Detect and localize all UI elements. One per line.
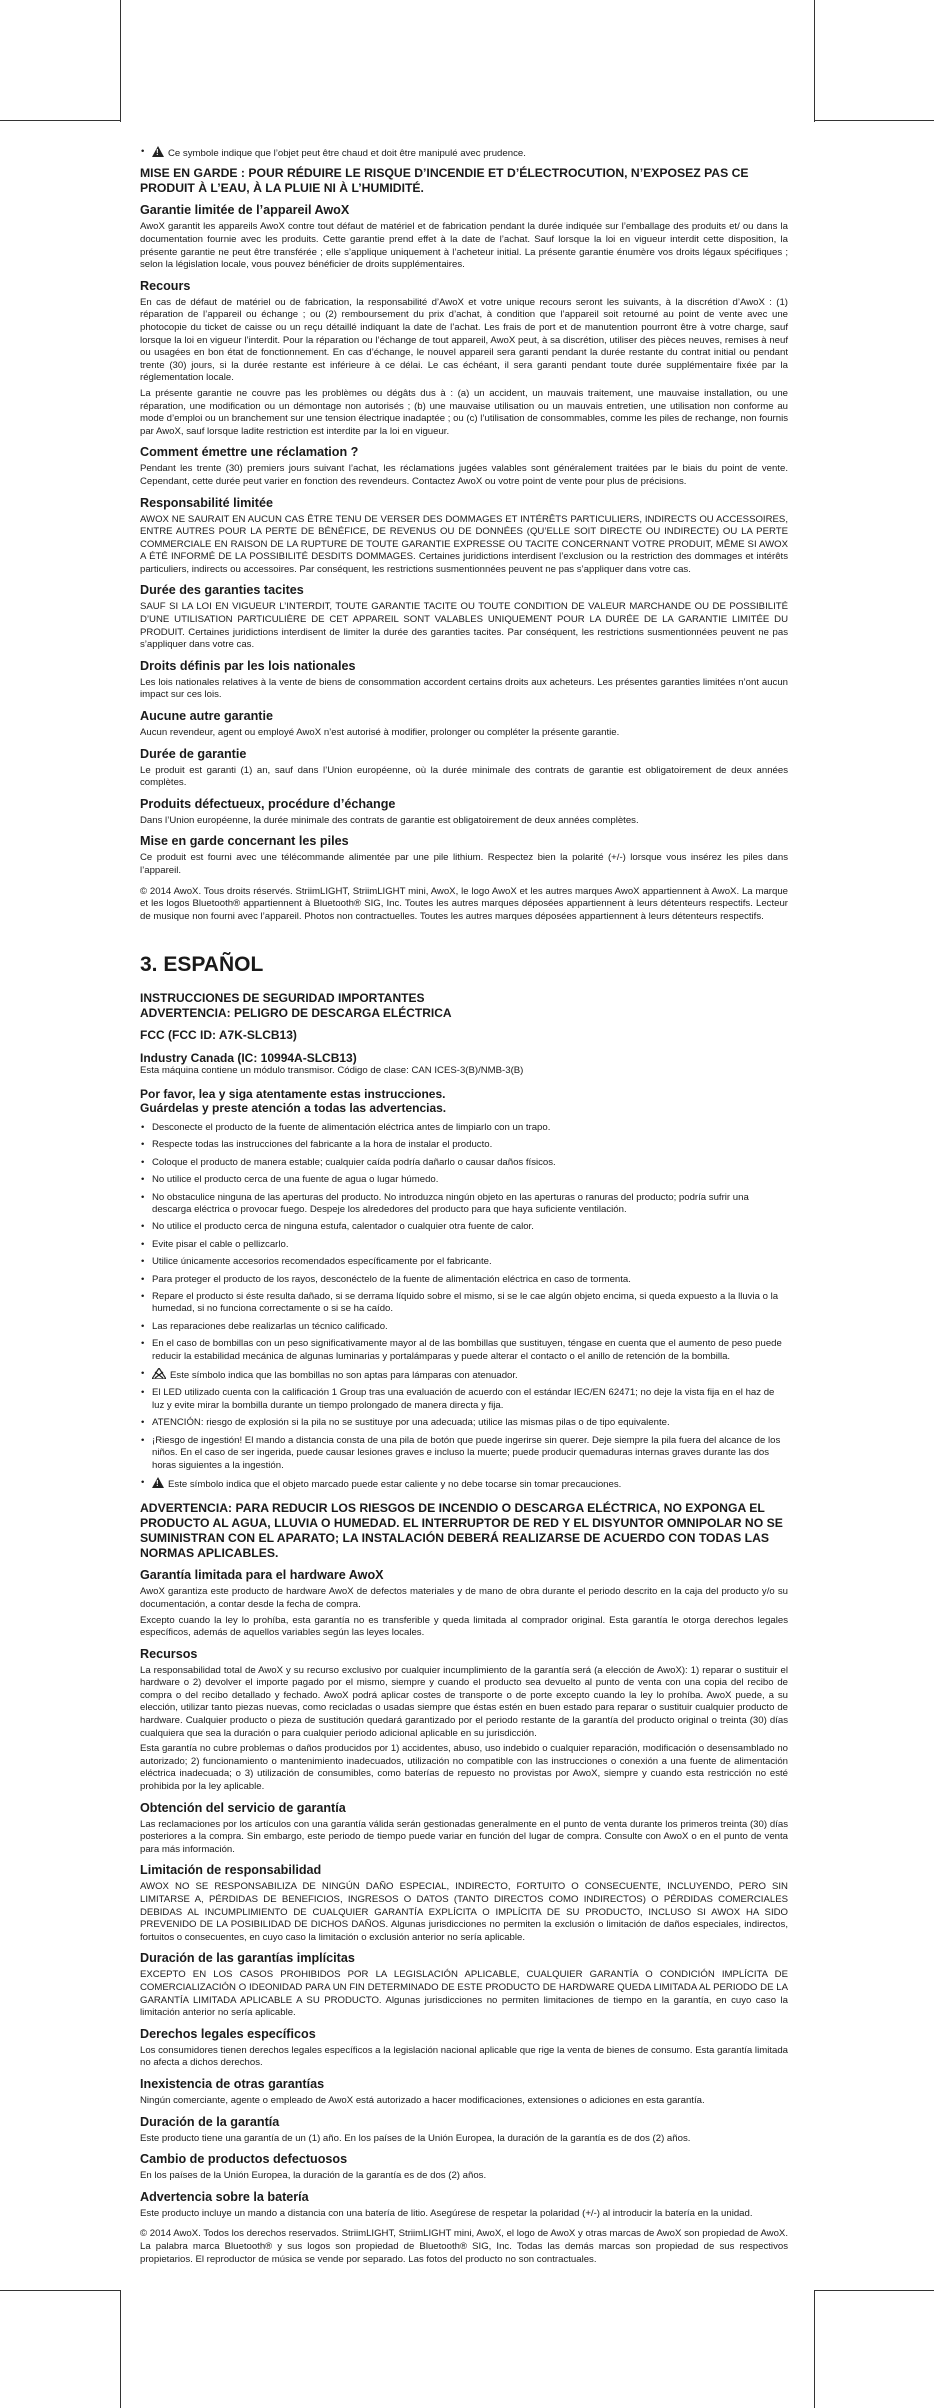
ic-title: Industry Canada (IC: 10994A-SLCB13) [140, 1050, 357, 1065]
crop-mark [814, 120, 934, 121]
es-sections [140, 1568, 788, 2220]
read-line-1: Por favor, lea y siga atentamente estas instrucciones. [140, 1086, 446, 1101]
section-heading: Droits définis par les lois nationales [140, 658, 356, 673]
section-heading: Comment émettre une réclamation ? [140, 445, 359, 460]
section-paragraph: Ce produit est fourni avec une télécommande alimentée par une pile lithium. Respectez bien la polarité (+/-) lorsque vous insérez les piles dans l’appareil. [140, 852, 788, 876]
ic-text: Esta máquina contiene un módulo transmisor. Código de clase: CAN ICES-3(B)/NMB-3(B) [140, 1065, 524, 1077]
list-item: • Desconecte el producto de la fuente de alimentación eléctrica antes de limpiarlo con un trapo. [140, 1122, 788, 1134]
section-paragraph: En los países de la Unión Europea, la duración de la garantía es de dos (2) años. [140, 2170, 487, 2182]
section-heading: Advertencia sobre la batería [140, 2189, 309, 2204]
fr-sections [140, 203, 788, 877]
section-paragraph: SAUF SI LA LOI EN VIGUEUR L’INTERDIT, TOUTE GARANTIE TACITE OU TOUTE CONDITION DE VALEUR MARCHANDE OU DE POSSIBILITÉ D’UNE UTILISATION PARTICULIÈRE DE CET APPAREIL SONT VALABLES UNIQUEMENT POUR LA DURÉE DE LA GARANTIE LIMITÉE DU PRODUIT. Certaines juridictions interdisent de limiter la durée des garanties tacites. Par conséquent, les restrictions susmentionnées peuvent ne pas s’appliquer dans votre cas. [140, 601, 788, 651]
section-paragraph: La présente garantie ne couvre pas les problèmes ou dégâts dus à : (a) un accident, un mauvais traitement, une mauvaise installation, ou une réparation, une modification ou un démontage non autorisés ; (b) une mauvaise utilisation ou un mauvais entretien, une utilisation non conforme au mode d’emploi ou un branchement sur une tension électrique inadaptée ; ou (c) l’utilisation de consommables, comme les piles de rechange, non fournis par AwoX, sauf lorsque ladite restriction est interdite par la loi en vigueur. [140, 387, 788, 437]
list-item [140, 1477, 788, 1491]
section-paragraph: En cas de défaut de matériel ou de fabrication, la responsabilité d’AwoX et votre unique recours seront les suivants, à la discrétion d’AwoX : (1) réparation de l’appareil ou échange ; ou (2) remboursement du prix d’achat, à condition que l’appareil soit retourné au point de vente avec une photocopie du ticket de caisse ou un reçu détaillé indiquant la date de l’achat. Les frais de port et de manutention pourront être à votre charge, sauf lorsque la loi en vigueur l’interdit. Pour la réparation ou l’échange de tout appareil, AwoX peut, à sa discrétion, utiliser des pièces neuves, remises à neuf ou usagées en bon état de fonctionnement. En cas d’échange, le nouvel appareil sera garanti pendant la durée restante du contrat initial ou pendant trente (30) jours, si la durée restante est inférieure à ce délai. Le cas échéant, il sera garanti pendant toute durée supplémentaire fixée par la réglementation locale. [140, 296, 788, 384]
list-item: • Coloque el producto de manera estable; cualquier caída podría dañarlo o causar daños físicos. [140, 1157, 788, 1169]
section-paragraph: La responsabilidad total de AwoX y su recurso exclusivo por cualquier incumplimiento de la garantía será (a elección de AwoX): 1) reparar o sustituir el hardware o 2) devolver el importe pagado por el mismo, siempre y cuando el producto sea devuelto al punto de venta con una copia del recibo de compra o del recibo detallado y fechado. AwoX podrá aplicar costes de transporte o de porte excepto cuando la ley lo prohíba. AwoX puede, a su elección, utilizar tanto piezas nuevas, como recicladas o usadas siempre que éstas estén en buen estado para reparar o sustituir cualquier producto de hardware. Cualquier producto o pieza de sustitución quedará garantizado por el periodo restante de la garantía del producto original o treinta (30) días cualquiera que sea la duración o para cualquier periodo adicional aplicable en su jurisdicción. [140, 1664, 788, 1739]
section-paragraph: Los consumidores tienen derechos legales específicos a la legislación nacional aplicable que rige la venta de bienes de consumo. Esta garantía limitada no afecta a dichos derechos. [140, 2044, 788, 2069]
section-heading: Duración de las garantías implícitas [140, 1951, 355, 1966]
section-heading: Cambio de productos defectuosos [140, 2152, 348, 2167]
crop-mark [814, 2290, 815, 2408]
warning-triangle-icon [152, 1477, 164, 1488]
section-paragraph: AwoX garantiza este producto de hardware AwoX de defectos materiales y de mano de obra durante el periodo descrito en la caja del producto y/o su documentación, a contar desde la fecha de compra. [140, 1586, 788, 1610]
list-item: • En el caso de bombillas con un peso significativamente mayor al de las bombillas que sustituyen, téngase en cuenta que el aumento de peso puede reducir la estabilidad mecánica de algunas luminarias y portalámparas y puede alterar el contacto o el anillo de retención de la bombilla. [140, 1338, 788, 1363]
list-item [140, 1368, 788, 1382]
section-paragraph: Este producto tiene una garantía de un (1) año. En los países de la Unión Europea, la duración de la garantía es de dos (2) años. [140, 2132, 691, 2144]
safety-line-2: ADVERTENCIA: PELIGRO DE DESCARGA ELÉCTRICA [140, 1005, 452, 1020]
section-paragraph: AwoX garantit les appareils AwoX contre tout défaut de matériel et de fabrication pendant la durée indiquée sur l’emballage des produits et/ ou dans la documentation fournie avec les produits. Cette garantie prend effet à la date de l’achat. Sauf lorsque la loi en vigueur interdit cette disposition, la présente garantie ne peut être transférée ; elle s’applique uniquement à l’acheteur initial. La présente garantie énumère vos droits légaux spécifiques ; selon la législation locale, vous pouvez bénéficier de droits supplémentaires. [140, 221, 788, 271]
section-heading: Duración de la garantía [140, 2114, 280, 2129]
section-paragraph: AWOX NE SAURAIT EN AUCUN CAS ÊTRE TENU DE VERSER DES DOMMAGES ET INTÉRÊTS PARTICULIERS, INDIRECTS OU ACCESSOIRES, ENTRE AUTRES POUR LA PERTE DE BÉNÉFICE, DE REVENUS OU DE DONNÉES (QU’ELLE SOIT DIRECTE OU INDIRECTE) OU LA PERTE COMMERCIALE EN RAISON DE LA RUPTURE DE TOUTE GARANTIE EXPRESSE OU TACITE CONCERNANT VOTRE PRODUIT, MÊME SI AWOX A ÉTÉ INFORMÉ DE LA POSSIBILITÉ DESDITS DOMMAGES. Certaines juridictions interdisent l’exclusion ou la restriction des dommages et intérêts particuliers, indirects ou accessoires. Par conséquent, les restrictions susmentionnées peuvent ne pas s’appliquer dans votre cas. [140, 513, 788, 575]
crop-mark [120, 2290, 121, 2408]
section-paragraph: Ningún comerciante, agente o empleado de AwoX está autorizado a hacer modificaciones, extensiones o adiciones en esta garantía. [140, 2094, 705, 2106]
section-heading: Durée de garantie [140, 746, 247, 761]
list-item-text: Ce symbole indique que l’objet peut être chaud et doit être manipulé avec prudence. [168, 148, 526, 159]
section-paragraph: Aucun revendeur, agent ou employé AwoX n’est autorisé à modifier, prolonger ou compléter la présente garantie. [140, 727, 620, 739]
section-paragraph: Pendant les trente (30) premiers jours suivant l’achat, les réclamations jugées valables sont généralement traitées par le biais du point de vente. Cependant, cette durée peut varier en fonction des revendeurs. Contactez AwoX ou votre point de vente pour plus de précisions. [140, 463, 788, 487]
section-paragraph: Este producto incluye un mando a distancia con una batería de litio. Asegúrese de respetar la polaridad (+/-) al introducir la batería en la unidad. [140, 2207, 753, 2219]
safety-heading [140, 991, 788, 1020]
section-paragraph: Les lois nationales relatives à la vente de biens de consommation accordent certains droits aux acheteurs. Les présentes garanties limitées n’ont aucun impact sur ces lois. [140, 676, 788, 701]
es-hot-symbol-list [140, 1477, 788, 1491]
section-heading: Derechos legales específicos [140, 2026, 316, 2041]
read-instructions-heading [140, 1087, 788, 1116]
list-item: • Para proteger el producto de los rayos, desconéctelo de la fuente de alimentación eléctrica en caso de tormenta. [140, 1274, 788, 1286]
es-safety-list [140, 1122, 788, 1363]
no-dimmer-icon [152, 1368, 166, 1379]
list-item: • Respecte todas las instrucciones del fabricante a la hora de instalar el producto. [140, 1139, 788, 1151]
es-copyright: © 2014 AwoX. Todos los derechos reservados. StriimLIGHT, StriimLIGHT mini, AwoX, el logo de AwoX y otras marcas de AwoX son propiedad de AwoX. La palabra marca Bluetooth® y sus logos son propiedad de Bluetooth® SIG, Inc. Todas las demás marcas son propiedad de sus respectivos propietarios. El reproductor de música se vende por separado. Las fotos del producto no son contractuales. [140, 2228, 788, 2265]
section-heading: Durée des garanties tacites [140, 583, 304, 598]
section-heading: Inexistencia de otras garantías [140, 2076, 325, 2091]
section-paragraph: Excepto cuando la ley lo prohíba, esta garantía no es transferible y queda limitada al comprador original. Esta garantía le otorga derechos legales específicos, además de aquellos variables según las leyes locales. [140, 1614, 788, 1639]
section-heading: Aucune autre garantie [140, 709, 273, 724]
warning-triangle-icon [152, 146, 164, 157]
fcc-id: FCC (FCC ID: A7K-SLCB13) [140, 1028, 297, 1043]
list-item-text: Este símbolo indica que el objeto marcado puede estar caliente y no debe tocarse sin tomar precauciones. [168, 1478, 622, 1490]
fr-copyright: © 2014 AwoX. Tous droits réservés. StriimLIGHT, StriimLIGHT mini, AwoX, le logo AwoX et les autres marques AwoX appartiennent à AwoX. La marque et les logos Bluetooth® appartiennent à Bluetooth® SIG, Inc. Toutes les autres marques déposées appartiennent à leurs détenteurs respectifs. Lecteur de musique non fourni avec l’appareil. Photos non contractuelles. Toutes les autres marques déposées appartiennent à leurs détenteurs respectifs. [140, 885, 788, 922]
section-heading: Recursos [140, 1646, 198, 1661]
list-item: • No obstaculice ninguna de las aperturas del producto. No introduzca ningún objeto en las aperturas o ranuras del producto; podría sufrir una descarga eléctrica o provocar fuego. Despeje los alrededores del producto para que haya suficiente ventilación. [140, 1192, 788, 1217]
es-lamp-symbol-list [140, 1368, 788, 1382]
crop-mark [814, 2290, 934, 2291]
section-heading: Responsabilité limitée [140, 495, 273, 510]
section-heading: Garantie limitée de l’appareil AwoX [140, 203, 350, 218]
list-item: • ¡Riesgo de ingestión! El mando a distancia consta de una pila de botón que puede ingerirse sin querer. Deje siempre la pila fuera del alcance de los niños. En el caso de ser ingerida, puede causar lesiones graves e incluso la muerte; puede producir quemaduras internas graves durante las dos horas siguientes a la ingestión. [140, 1435, 788, 1472]
es-warning: ADVERTENCIA: PARA REDUCIR LOS RIESGOS DE INCENDIO O DESCARGA ELÉCTRICA, NO EXPONGA EL PRODUCTO AL AGUA, LLUVIA O HUMEDAD. EL INTERRUPTOR DE RED Y EL DISYUNTOR OMNIPOLAR NO SE SUMINISTRAN CON EL APARATO; LA INSTALACIÓN DEBERÁ REALIZARSE DE ACUERDO CON TODAS LAS NORMAS APLICABLES. [140, 1501, 783, 1561]
section-title: 3. ESPAÑOL [140, 953, 264, 977]
crop-mark [0, 120, 120, 121]
list-item: • Las reparaciones debe realizarlas un técnico calificado. [140, 1321, 788, 1333]
section-heading: Recours [140, 278, 191, 293]
list-item: • No utilice el producto cerca de una fuente de agua o lugar húmedo. [140, 1174, 788, 1186]
section-paragraph: Esta garantía no cubre problemas o daños producidos por 1) accidentes, abuso, uso indebido o cualquier reparación, modificación o desensamblado no autorizado; 2) funcionamiento o mantenimiento inadecuados, utilización no compatible con las instrucciones o conexión a una fuente de alimentación eléctrica inadecuada; o 3) utilización de consumibles, como baterías de repuesto no provistas por AwoX, siempre y cuando esta restricción no esté prohibida por la ley aplicable. [140, 1743, 788, 1793]
list-item: • Utilice únicamente accesorios recomendados específicamente por el fabricante. [140, 1256, 788, 1268]
safety-line-1: INSTRUCCIONES DE SEGURIDAD IMPORTANTES [140, 991, 425, 1006]
es-safety-list-2 [140, 1387, 788, 1471]
fr-warning: MISE EN GARDE : POUR RÉDUIRE LE RISQUE D’INCENDIE ET D’ÉLECTROCUTION, N’EXPOSEZ PAS CE PRODUIT À L’EAU, À LA PLUIE NI À L’HUMIDITÉ. [140, 166, 749, 196]
section-heading: Produits défectueux, procédure d’échange [140, 796, 396, 811]
crop-mark [0, 2290, 120, 2291]
section-heading: Mise en garde concernant les piles [140, 834, 349, 849]
document-body [140, 146, 788, 2269]
section-paragraph: Las reclamaciones por los artículos con una garantía válida serán gestionadas generalmente en el punto de venta durante los primeros treinta (30) días posteriores a la compra. Sin embargo, este periodo de tiempo puede variar en función del lugar de compra. Consulte con AwoX o en el punto de venta para más información. [140, 1818, 788, 1855]
fr-hot-symbol-list [140, 146, 788, 160]
section-paragraph: Dans l’Union européenne, la durée minimale des contrats de garantie est obligatoirement de deux années complètes. [140, 814, 639, 826]
section-paragraph: Le produit est garanti (1) an, sauf dans l’Union européenne, où la durée minimale des contrats de garantie est obligatoirement de deux années complètes. [140, 764, 788, 789]
section-heading: Garantía limitada para el hardware AwoX [140, 1568, 384, 1583]
list-item-text: Este símbolo indica que las bombillas no son aptas para lámparas con atenuador. [170, 1370, 518, 1382]
section-paragraph: AWOX NO SE RESPONSABILIZA DE NINGÚN DAÑO ESPECIAL, INDIRECTO, FORTUITO O CONSECUENTE, INCLUYENDO, PERO SIN LIMITARSE A, PÉRDIDAS DE BENEFICIOS, INGRESOS O DATOS (TANTO DIRECTOS COMO INDIRECTOS) O PÉRDIDAS COMERCIALES DEBIDAS AL INCUMPLIMIENTO DE CUALQUIER GARANTÍA EXPLÍCITA O IMPLÍCITA DE SU PRODUCTO, INCLUSO SI AWOX HA SIDO PREVENIDO DE LA POSIBILIDAD DE DICHOS DAÑOS. Algunas jurisdicciones no permiten la exclusión o limitación de daños especiales, indirectos, fortuitos o consecuentes, en cuyo caso la limitación o exclusión anterior no sería aplicable. [140, 1881, 788, 1943]
section-heading: Limitación de responsabilidad [140, 1863, 322, 1878]
read-line-2: Guárdelas y preste atención a todas las advertencias. [140, 1101, 447, 1116]
list-item: • Evite pisar el cable o pellizcarlo. [140, 1239, 788, 1251]
list-item: • El LED utilizado cuenta con la calificación 1 Group tras una evaluación de acuerdo con el estándar IEC/EN 62471; no deje la vista fija en el haz de luz y evite mirar la bombilla durante un tiempo prolongado de manera directa y fija. [140, 1387, 788, 1412]
list-item: • No utilice el producto cerca de ninguna estufa, calentador o cualquier otra fuente de calor. [140, 1221, 788, 1233]
list-item: • ATENCIÓN: riesgo de explosión si la pila no se sustituye por una adecuada; utilice las mismas pilas o de tipo equivalente. [140, 1417, 788, 1429]
list-item [140, 146, 788, 160]
list-item: • Repare el producto si éste resulta dañado, si se derrama líquido sobre el mismo, si se le cae algún objeto encima, si queda expuesto a la lluvia o la humedad, si no funciona correctamente o si se ha caído. [140, 1291, 788, 1316]
crop-mark [120, 0, 121, 122]
section-paragraph: EXCEPTO EN LOS CASOS PROHIBIDOS POR LA LEGISLACIÓN APLICABLE, CUALQUIER GARANTÍA O CONDICIÓN IMPLÍCITA DE COMERCIALIZACIÓN O IDEONIDAD PARA UN FIN DETERMINADO DE ESTE PRODUCTO DE HARDWARE QUEDA LIMITADA AL PERIODO DE LA GARANTÍA LIMITADA APLICABLE A SU PRODUCTO. Algunas jurisdicciones no permiten limitaciones de tiempo en la garantía, en cuyo caso la limitación anterior no sería aplicable. [140, 1969, 788, 2019]
crop-mark [814, 0, 815, 122]
section-heading: Obtención del servicio de garantía [140, 1800, 346, 1815]
